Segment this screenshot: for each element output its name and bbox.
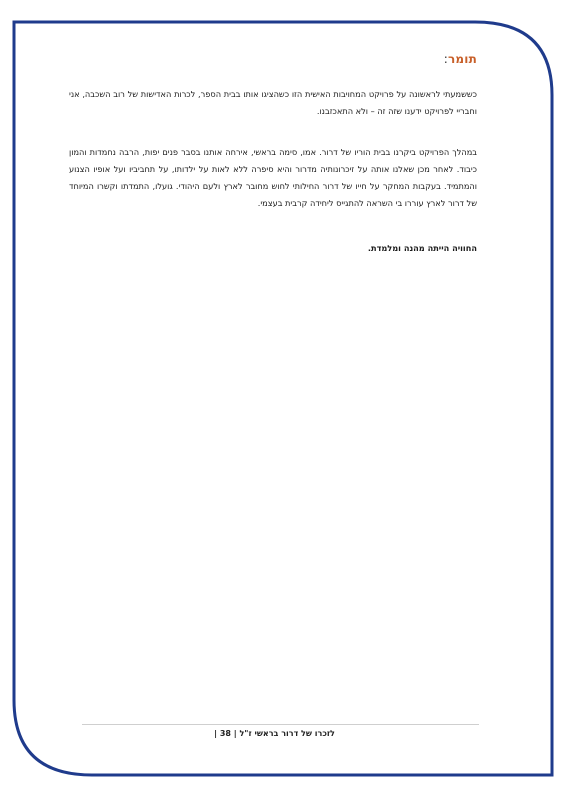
section-heading (444, 52, 477, 66)
footer-separator: | (233, 729, 237, 738)
footer-text: לזכרו של דרור בראשי ז"ל (239, 729, 335, 738)
footer-divider (82, 724, 479, 725)
heading-text: תומר (447, 52, 477, 66)
page-number: 38 (219, 729, 231, 738)
footer-separator-end: | (214, 729, 218, 738)
paragraph-1: כששמעתי לראשונה על פרויקט המחויבות האישית הזו כשהציגו אותו בבית הספר, לכרות האדישות של רוב השכבה, אני וחבריי לפרויקט ידענו שזה זה – ולא התאכזבנו. (69, 89, 477, 117)
heading-colon: : (443, 52, 448, 66)
document-page (22, 22, 527, 774)
paragraph-3: החוויה הייתה מהנה ומלמדת. (367, 243, 477, 254)
paragraph-2: במהלך הפרויקט ביקרנו בבית הוריו של דרור. אמו, סימה בראשי, אירחה אותנו בסבר פנים יפות, הרבה נחמדות והמון כיבוד. לאחר מכן שאלנו אותה על זיכרונותיה מדרור והיא סיפרה ללא לאות על ילדותו, על תחביביו ועל אופיו הצנוע והמתמיד. בעקבות המחקר על חייו של דרור החילותי לחוש מחובר לארץ ולעם היהודי. גועלו, התמדתו וקשרו המיוחד של דרור לארץ עוררו בי השראה להתגייס ליחידה קרבית בעצמי. (69, 147, 477, 209)
page-footer (22, 729, 527, 738)
